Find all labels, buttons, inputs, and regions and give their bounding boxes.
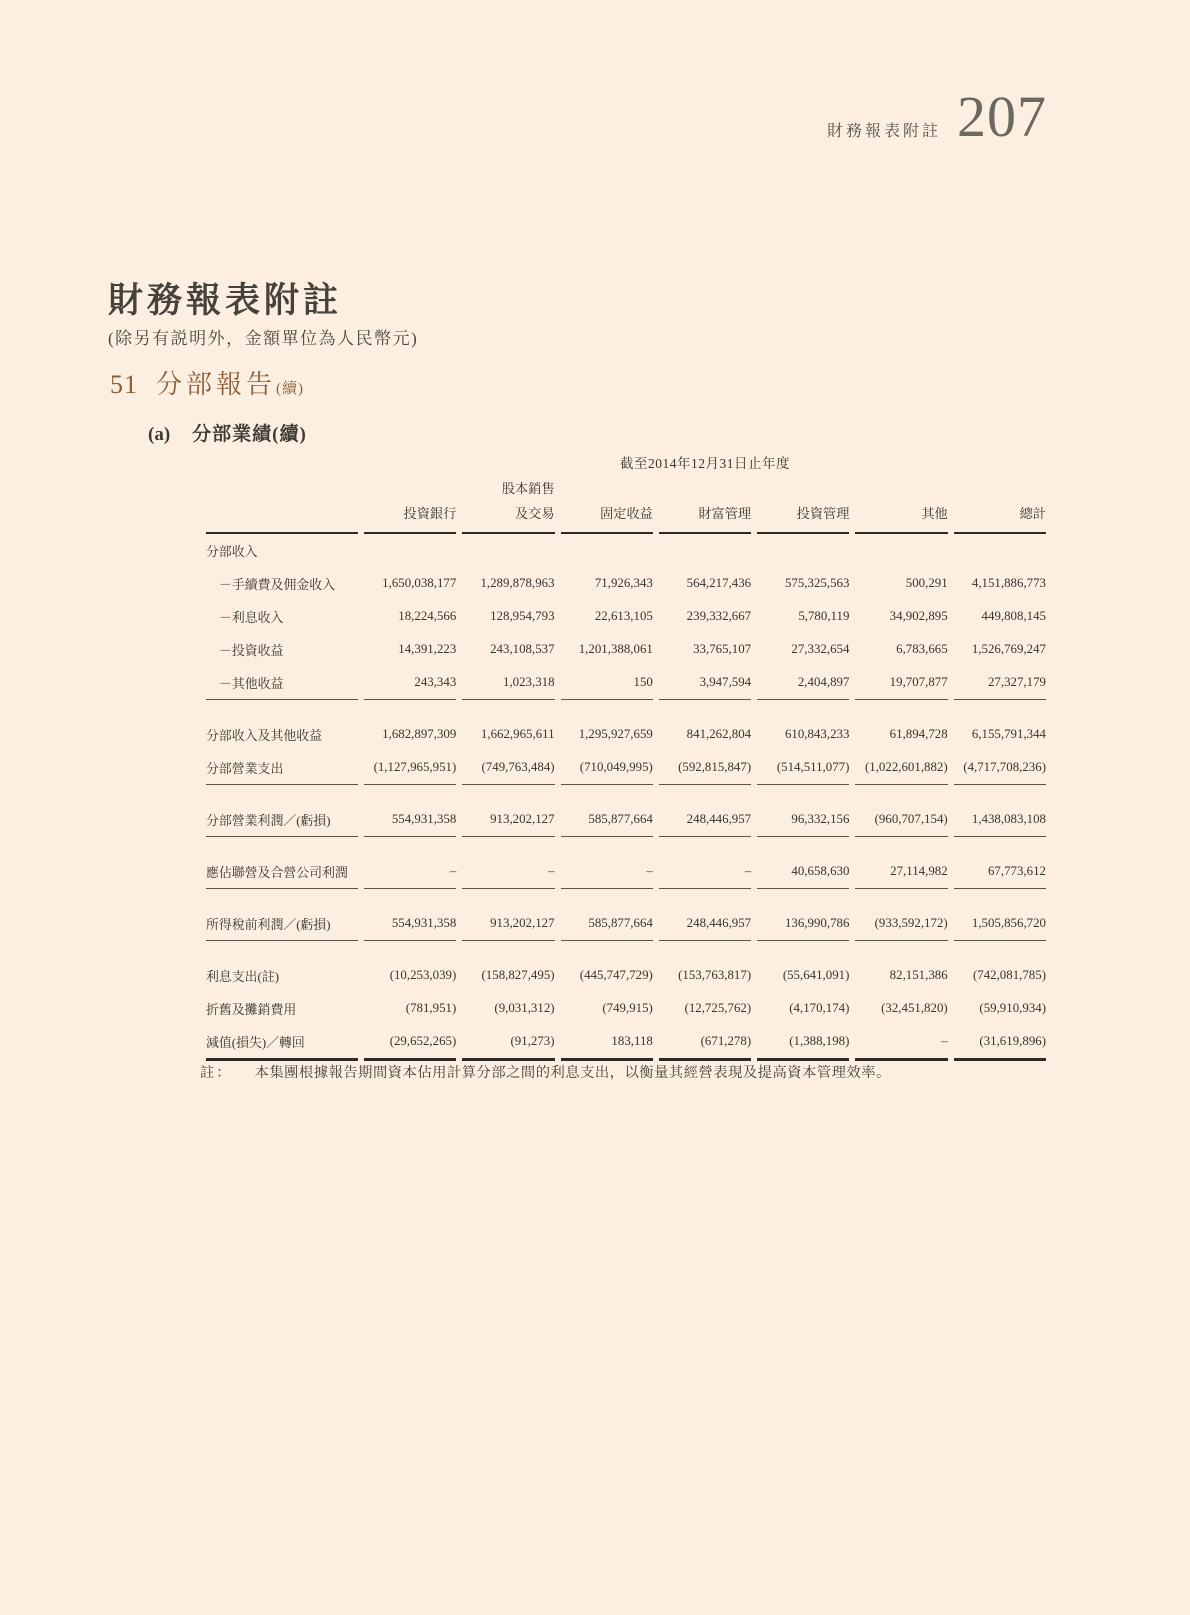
column-header-line2: 總計 xyxy=(1019,506,1046,521)
cell-value: 585,877,664 xyxy=(561,803,653,837)
cell-value: (4,170,174) xyxy=(789,1001,850,1015)
cell-value: – xyxy=(855,1025,947,1061)
column-header xyxy=(364,478,456,534)
table-spacer-row xyxy=(206,837,1046,855)
cell-value: 22,613,105 xyxy=(594,609,653,623)
cell-value: (12,725,762) xyxy=(684,1001,752,1015)
cell-value: (742,081,785) xyxy=(972,968,1046,982)
cell-value xyxy=(855,534,947,567)
cell-value: (592,815,847) xyxy=(659,751,751,785)
cell-value: 61,894,728 xyxy=(889,727,948,741)
cell-value: 564,217,436 xyxy=(686,576,752,590)
cell-value: (749,763,484) xyxy=(462,751,554,785)
subsection-title: 分部業績(續) xyxy=(192,424,307,445)
cell-value: (59,910,934) xyxy=(979,1001,1046,1015)
cell-value xyxy=(659,534,751,567)
period-header: 截至2014年12月31日止年度 xyxy=(620,456,790,471)
row-label: 分部營業支出 xyxy=(206,751,358,785)
row-label: －利息收入 xyxy=(219,611,284,625)
table-row xyxy=(206,718,1046,751)
column-header xyxy=(757,478,849,534)
section-title: 分部報告 xyxy=(156,370,277,399)
cell-value: 82,151,386 xyxy=(889,968,948,982)
section-heading xyxy=(110,364,304,401)
cell-value xyxy=(954,534,1046,567)
cell-value: 575,325,563 xyxy=(784,576,850,590)
period-header-row xyxy=(206,452,1046,478)
running-header xyxy=(826,84,1047,149)
segment-results-table-wrap xyxy=(200,452,1052,1061)
table-row xyxy=(206,600,1046,633)
page-number: 207 xyxy=(957,84,1047,149)
cell-value: (1,127,965,951) xyxy=(364,751,456,785)
cell-value: 243,343 xyxy=(364,666,456,700)
table-spacer-row xyxy=(206,889,1046,907)
cell-value: 71,926,343 xyxy=(594,576,653,590)
column-header-line2: 投資銀行 xyxy=(403,506,457,521)
table-spacer-row xyxy=(206,941,1046,959)
cell-value: 1,682,897,309 xyxy=(382,727,457,741)
table-spacer-row xyxy=(206,700,1046,718)
cell-value: (153,763,817) xyxy=(678,968,752,982)
row-label: 利息支出(註) xyxy=(206,970,280,984)
cell-value: 6,155,791,344 xyxy=(971,727,1046,741)
table-row xyxy=(206,1025,1046,1061)
cell-value: (10,253,039) xyxy=(389,968,457,982)
cell-value: 3,947,594 xyxy=(659,666,751,700)
table-row xyxy=(206,633,1046,666)
section-number: 51 xyxy=(110,370,138,399)
cell-value: 27,332,654 xyxy=(791,642,850,656)
cell-value: 19,707,877 xyxy=(855,666,947,700)
column-header-row xyxy=(206,478,1046,534)
cell-value: (933,592,172) xyxy=(855,907,947,941)
cell-value: 239,332,667 xyxy=(686,609,752,623)
table-row xyxy=(206,666,1046,700)
period-header-spacer xyxy=(206,452,358,478)
row-label: －投資收益 xyxy=(219,644,284,658)
cell-value: 1,438,083,108 xyxy=(954,803,1046,837)
cell-value: 610,843,233 xyxy=(784,727,850,741)
cell-value: 150 xyxy=(561,666,653,700)
cell-value: (445,747,729) xyxy=(579,968,653,982)
cell-value: 554,931,358 xyxy=(364,803,456,837)
column-header xyxy=(561,478,653,534)
cell-value: (31,619,896) xyxy=(954,1025,1046,1061)
cell-value: (514,511,077) xyxy=(757,751,849,785)
row-label: 分部營業利潤／(虧損) xyxy=(206,803,358,837)
cell-value: (91,273) xyxy=(462,1025,554,1061)
cell-value: 96,332,156 xyxy=(757,803,849,837)
cell-value: 136,990,786 xyxy=(757,907,849,941)
column-header-line2: 固定收益 xyxy=(600,506,653,521)
cell-value: – xyxy=(659,855,751,889)
cell-value: (55,641,091) xyxy=(782,968,850,982)
column-header xyxy=(954,478,1046,534)
cell-value: 1,662,965,611 xyxy=(480,727,555,741)
column-header-line2: 其他 xyxy=(921,506,948,521)
column-header-line2: 及交易 xyxy=(515,506,555,521)
subsection-heading xyxy=(148,419,307,446)
column-header-label-cell xyxy=(206,478,358,534)
table-row xyxy=(206,992,1046,1025)
cell-value: 1,650,038,177 xyxy=(382,576,457,590)
cell-value: (960,707,154) xyxy=(855,803,947,837)
cell-value: 34,902,895 xyxy=(889,609,948,623)
cell-value: 1,023,318 xyxy=(462,666,554,700)
cell-value: 248,446,957 xyxy=(659,803,751,837)
table-row xyxy=(206,855,1046,889)
column-header-line2: 投資管理 xyxy=(796,506,850,521)
column-header xyxy=(855,478,947,534)
cell-value: – xyxy=(462,855,554,889)
cell-value: – xyxy=(364,855,456,889)
cell-value: 243,108,537 xyxy=(490,642,555,656)
row-label: 折舊及攤銷費用 xyxy=(206,1003,297,1017)
table-row xyxy=(206,959,1046,992)
cell-value: 500,291 xyxy=(905,576,948,590)
cell-value: 14,391,223 xyxy=(398,642,457,656)
cell-value: (671,278) xyxy=(659,1025,751,1061)
column-header-line1: 股本銷售 xyxy=(501,481,555,496)
cell-value: 4,151,886,773 xyxy=(971,576,1046,590)
cell-value: 1,201,388,061 xyxy=(578,642,653,656)
cell-value: (32,451,820) xyxy=(881,1001,948,1015)
cell-value: 913,202,127 xyxy=(462,907,554,941)
table-row xyxy=(206,803,1046,837)
running-header-label: 財務報表附註 xyxy=(826,123,941,140)
cell-value: (1,388,198) xyxy=(757,1025,849,1061)
row-label: 分部收入及其他收益 xyxy=(206,729,323,743)
cell-value: – xyxy=(561,855,653,889)
row-label: －其他收益 xyxy=(206,666,358,700)
cell-value: (1,022,601,882) xyxy=(855,751,947,785)
cell-value: 1,505,856,720 xyxy=(954,907,1046,941)
cell-value xyxy=(757,534,849,567)
cell-value: 841,262,804 xyxy=(686,727,752,741)
cell-value: 1,295,927,659 xyxy=(578,727,653,741)
cell-value xyxy=(462,534,554,567)
table-body xyxy=(206,534,1046,1061)
footnote-text: 本集團根據報告期間資本佔用計算分部之間的利息支出，以衡量其經營表現及提高資本管理效率。 xyxy=(254,1065,891,1081)
footnote xyxy=(200,1062,1052,1082)
table-row xyxy=(206,534,1046,567)
row-label: 分部收入 xyxy=(206,545,258,559)
table-row xyxy=(206,751,1046,785)
cell-value xyxy=(561,534,653,567)
cell-value: 913,202,127 xyxy=(462,803,554,837)
cell-value: 183,118 xyxy=(561,1025,653,1061)
cell-value: 67,773,612 xyxy=(954,855,1046,889)
cell-value: 248,446,957 xyxy=(659,907,751,941)
footnote-label: 註： xyxy=(200,1065,233,1081)
cell-value: 33,765,107 xyxy=(693,642,752,656)
row-label: 減值(損失)／轉回 xyxy=(206,1025,358,1061)
cell-value: 6,783,665 xyxy=(896,642,948,656)
cell-value: (4,717,708,236) xyxy=(954,751,1046,785)
column-header xyxy=(462,478,554,534)
row-label: －手續費及佣金收入 xyxy=(219,578,336,592)
cell-value: (158,827,495) xyxy=(481,968,555,982)
cell-value: 27,114,982 xyxy=(855,855,947,889)
cell-value: 585,877,664 xyxy=(561,907,653,941)
subsection-letter: (a) xyxy=(148,424,171,445)
cell-value: 128,954,793 xyxy=(490,609,555,623)
cell-value: 40,658,630 xyxy=(757,855,849,889)
cell-value: 2,404,897 xyxy=(757,666,849,700)
cell-value: (710,049,995) xyxy=(561,751,653,785)
cell-value: 27,327,179 xyxy=(954,666,1046,700)
table-row xyxy=(206,907,1046,941)
page-title: 財務報表附註 xyxy=(108,281,343,320)
cell-value xyxy=(364,534,456,567)
row-label: 所得稅前利潤／(虧損) xyxy=(206,907,358,941)
cell-value: 1,526,769,247 xyxy=(971,642,1046,656)
segment-results-table xyxy=(200,452,1052,1061)
cell-value: 5,780,119 xyxy=(798,609,850,623)
cell-value: 1,289,878,963 xyxy=(480,576,555,590)
table-row xyxy=(206,567,1046,600)
cell-value: (9,031,312) xyxy=(494,1001,555,1015)
cell-value: (29,652,265) xyxy=(364,1025,456,1061)
page-subtitle: (除另有説明外，金額單位為人民幣元) xyxy=(108,329,419,348)
cell-value: (781,951) xyxy=(405,1001,457,1015)
row-label: 應佔聯營及合營公司利潤 xyxy=(206,855,358,889)
column-header xyxy=(659,478,751,534)
column-header-line2: 財富管理 xyxy=(698,506,752,521)
cell-value: 18,224,566 xyxy=(398,609,457,623)
section-continued-tag: (續) xyxy=(276,381,305,397)
cell-value: 449,808,145 xyxy=(981,609,1046,623)
cell-value: (749,915) xyxy=(602,1001,653,1015)
cell-value: 554,931,358 xyxy=(364,907,456,941)
table-spacer-row xyxy=(206,785,1046,803)
